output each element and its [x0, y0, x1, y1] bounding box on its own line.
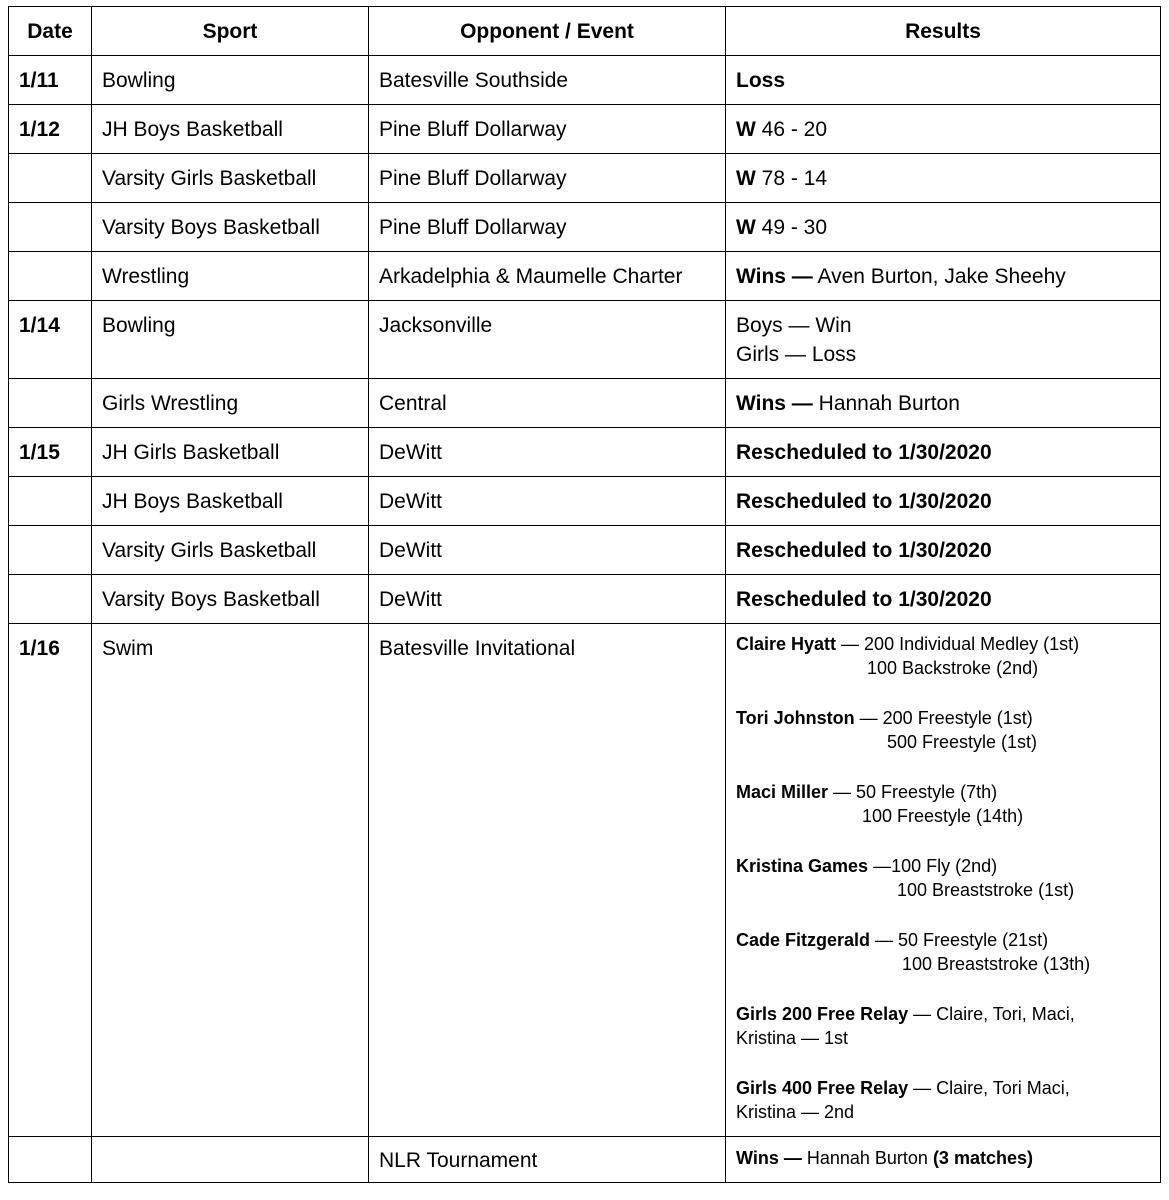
opponent-cell: Pine Bluff Dollarway — [369, 154, 726, 203]
result-text: Hannah Burton — [812, 392, 960, 415]
swim-event: — 50 Freestyle (21st) — [870, 930, 1049, 950]
swim-event: 100 Backstroke (2nd) — [867, 658, 1039, 678]
relay-name: Girls 400 Free Relay — [736, 1078, 909, 1098]
result-bold: W — [736, 167, 756, 190]
swim-entry — [736, 706, 1150, 754]
date-cell: 1/14 — [9, 301, 92, 379]
opponent-cell: Pine Bluff Dollarway — [369, 105, 726, 154]
swimmer-name: Cade Fitzgerald — [736, 930, 871, 950]
header-results: Results — [726, 7, 1161, 56]
result-bold: Rescheduled to 1/30/2020 — [736, 588, 992, 611]
swim-event: 100 Freestyle (14th) — [862, 806, 1024, 826]
result-bold: Wins — — [736, 1148, 802, 1168]
opponent-cell: DeWitt — [369, 428, 726, 477]
header-row — [9, 7, 1161, 56]
sport-cell: JH Girls Basketball — [92, 428, 369, 477]
result-cell — [726, 56, 1161, 105]
date-cell — [9, 1137, 92, 1183]
table-row — [9, 252, 1161, 301]
result-bold: Wins — — [736, 392, 813, 415]
swim-event: — 200 Individual Medley (1st) — [836, 634, 1080, 654]
swim-event: — 200 Freestyle (1st) — [854, 708, 1033, 728]
opponent-cell: Arkadelphia & Maumelle Charter — [369, 252, 726, 301]
swim-event: Kristina — 2nd — [736, 1102, 855, 1122]
table-row — [9, 105, 1161, 154]
date-cell — [9, 526, 92, 575]
date-cell: 1/12 — [9, 105, 92, 154]
sport-cell: Varsity Boys Basketball — [92, 575, 369, 624]
sport-cell: Swim — [92, 624, 369, 1137]
date-cell: 1/16 — [9, 624, 92, 1137]
swimmer-name: Tori Johnston — [736, 708, 855, 728]
result-bold: Loss — [736, 69, 786, 92]
table-row — [9, 575, 1161, 624]
relay-name: Girls 200 Free Relay — [736, 1004, 909, 1024]
swim-event: — 50 Freestyle (7th) — [828, 782, 998, 802]
swim-event: 100 Breaststroke (1st) — [897, 880, 1075, 900]
table-row — [9, 154, 1161, 203]
result-text: 46 - 20 — [755, 118, 828, 141]
opponent-cell: NLR Tournament — [369, 1137, 726, 1183]
table-row — [9, 1137, 1161, 1183]
result-text: 78 - 14 — [755, 167, 828, 190]
table-row — [9, 477, 1161, 526]
opponent-cell: Batesville Southside — [369, 56, 726, 105]
result-text: 49 - 30 — [755, 216, 828, 239]
sport-cell: Bowling — [92, 56, 369, 105]
sport-cell: Varsity Girls Basketball — [92, 154, 369, 203]
swimmer-name: Claire Hyatt — [736, 634, 837, 654]
result-text: Hannah Burton — [801, 1148, 933, 1168]
result-cell — [726, 301, 1161, 379]
swim-entry — [736, 632, 1150, 680]
date-cell: 1/15 — [9, 428, 92, 477]
sport-cell: Wrestling — [92, 252, 369, 301]
table-row — [9, 379, 1161, 428]
swim-results-cell — [726, 624, 1161, 1137]
result-cell — [726, 154, 1161, 203]
swim-event: — Claire, Tori Maci, — [908, 1078, 1070, 1098]
opponent-cell: DeWitt — [369, 575, 726, 624]
result-bold: (3 matches) — [932, 1148, 1033, 1168]
swim-event: —100 Fly (2nd) — [868, 856, 998, 876]
table-row — [9, 526, 1161, 575]
opponent-cell: Central — [369, 379, 726, 428]
date-cell — [9, 379, 92, 428]
sport-cell: Varsity Boys Basketball — [92, 203, 369, 252]
result-bold: Rescheduled to 1/30/2020 — [736, 490, 992, 513]
sport-cell: JH Boys Basketball — [92, 105, 369, 154]
result-line: Boys — Win — [736, 314, 852, 337]
header-opponent: Opponent / Event — [369, 7, 726, 56]
result-bold: W — [736, 216, 756, 239]
table-row — [9, 301, 1161, 379]
swimmer-name: Maci Miller — [736, 782, 829, 802]
opponent-cell: DeWitt — [369, 477, 726, 526]
result-bold: Wins — — [736, 265, 813, 288]
swim-entry — [736, 928, 1150, 976]
result-cell — [726, 575, 1161, 624]
sport-cell: Varsity Girls Basketball — [92, 526, 369, 575]
result-line: Girls — Loss — [736, 343, 857, 366]
result-bold: Rescheduled to 1/30/2020 — [736, 539, 992, 562]
result-bold: Rescheduled to 1/30/2020 — [736, 441, 992, 464]
sport-cell — [92, 1137, 369, 1183]
table-row-swim — [9, 624, 1161, 1137]
date-cell — [9, 252, 92, 301]
date-cell — [9, 477, 92, 526]
date-cell — [9, 203, 92, 252]
result-cell — [726, 252, 1161, 301]
swim-entry — [736, 1076, 1150, 1124]
swim-event: Kristina — 1st — [736, 1028, 849, 1048]
result-bold: W — [736, 118, 756, 141]
date-cell — [9, 575, 92, 624]
result-cell — [726, 379, 1161, 428]
swim-event: 500 Freestyle (1st) — [887, 732, 1038, 752]
table-row — [9, 428, 1161, 477]
swim-event: — Claire, Tori, Maci, — [908, 1004, 1075, 1024]
result-cell — [726, 1137, 1161, 1183]
sport-cell: Bowling — [92, 301, 369, 379]
opponent-cell: Batesville Invitational — [369, 624, 726, 1137]
table-row — [9, 203, 1161, 252]
sport-cell: JH Boys Basketball — [92, 477, 369, 526]
result-cell — [726, 428, 1161, 477]
swim-entry — [736, 780, 1150, 828]
swim-event: 100 Breaststroke (13th) — [902, 954, 1091, 974]
result-cell — [726, 477, 1161, 526]
header-date: Date — [9, 7, 92, 56]
date-cell: 1/11 — [9, 56, 92, 105]
sport-cell: Girls Wrestling — [92, 379, 369, 428]
result-text: Aven Burton, Jake Sheehy — [812, 265, 1066, 288]
swimmer-name: Kristina Games — [736, 856, 869, 876]
result-cell — [726, 105, 1161, 154]
table-row — [9, 56, 1161, 105]
opponent-cell: Jacksonville — [369, 301, 726, 379]
result-cell — [726, 526, 1161, 575]
date-cell — [9, 154, 92, 203]
header-sport: Sport — [92, 7, 369, 56]
swim-entry — [736, 854, 1150, 902]
results-table — [8, 6, 1161, 1183]
swim-entry — [736, 1002, 1150, 1050]
result-cell — [726, 203, 1161, 252]
opponent-cell: DeWitt — [369, 526, 726, 575]
opponent-cell: Pine Bluff Dollarway — [369, 203, 726, 252]
